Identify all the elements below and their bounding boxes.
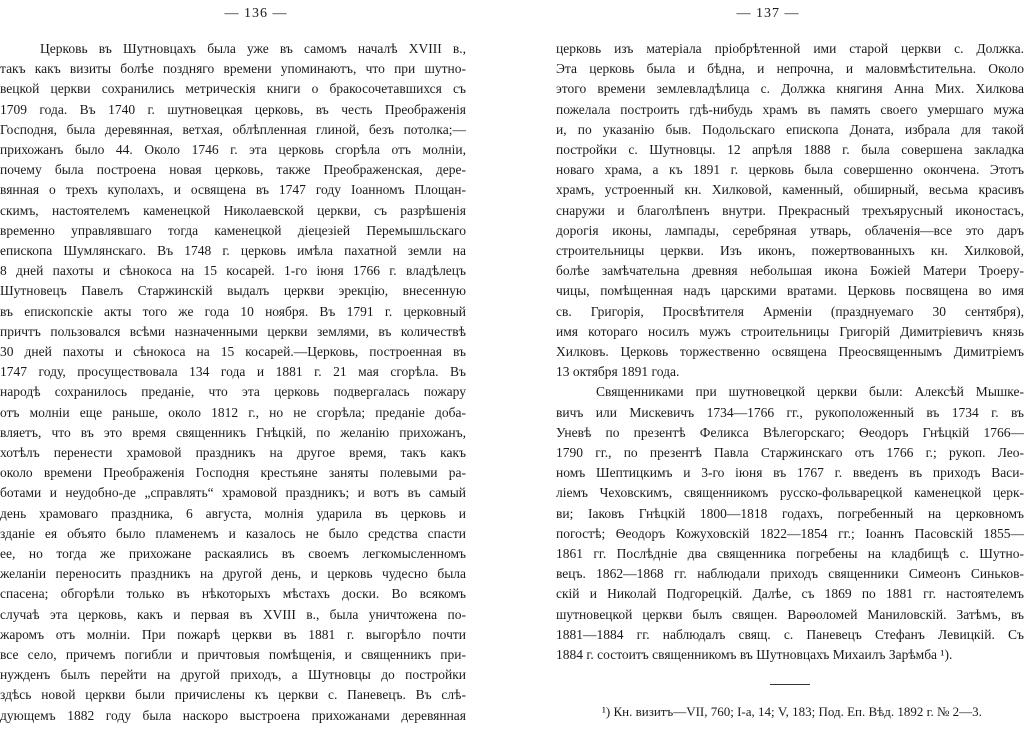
text-line: 1861 гг. Послѣдніе два священника погребены на кладбищѣ с. Шутно- <box>556 546 1024 561</box>
text-line: 1709 года. Въ 1740 г. шутновецкая церковь, въ честь Преображенія <box>0 101 466 117</box>
page-number-left: — 136 — <box>224 6 288 21</box>
text-line: скимъ, настоятелемъ каменецкой Николаевской церкви, съ разрѣшенія <box>0 202 466 218</box>
text-line: вянная о трехъ куполахъ, и освящена въ 1747 году Іоанномъ Площан- <box>0 182 466 198</box>
text-line: 8 дней пахоты и сѣнокоса на 15 косарей. 1-го іюня 1766 г. владѣлецъ <box>0 263 466 279</box>
text-line: все село, причемъ погибли и причтовыя помѣщенія, и священникъ при- <box>0 647 466 662</box>
footnote-separator <box>770 684 810 685</box>
text-line: зданіе ея объято было пламенемъ и казалось не было средства спасти <box>0 525 466 541</box>
text-line: здѣсь новой церкви были причислены къ церкви с. Паневецъ. Въ слѣ- <box>0 687 466 703</box>
text-line: 1790 гг., по презентѣ Павла Старжинскаго отъ 1766 г.; рукоп. Лео- <box>556 445 1024 460</box>
text-line: народѣ сохранилось преданіе, что эта церковь подвергалась пожару <box>0 384 466 400</box>
text-line: строительницы церкви. Изъ иконъ, пожертвованныхъ кн. Хилковой, <box>556 243 1024 258</box>
text-line: около времени Преображенія Господня крестьяне заняты полевыми ра- <box>0 465 466 481</box>
text-line: св. Григорія, Просвѣтителя Арменіи (празднуемаго 30 сентября), <box>556 303 1024 319</box>
text-line: новаго храма, а къ 1891 г. церковь была совершенно окончена. Этотъ <box>556 162 1024 178</box>
text-line: спасена; обгорѣли только въ нѣкоторыхъ мѣстахъ доски. Во всякомъ <box>0 586 466 602</box>
text-line: храмъ, устроенный кн. Хилковой, каменный, обширный, весьма красивъ <box>556 182 1024 198</box>
text-line: временно управлявшаго тогда каменецкой діецезіей Перемышльскаго <box>0 222 466 238</box>
text-line: ботами и неудобно-де „справлять“ храмовой праздникъ; и вотъ въ самый <box>0 485 466 501</box>
text-line: имя котораго носилъ мужъ строительницы Григорій Димитріевичъ князь <box>556 323 1024 339</box>
text-line: Церковь въ Шутновцахъ была уже въ самомъ началѣ XVIII в., <box>40 41 466 56</box>
text-line: случаѣ эта церковь, какъ и первая въ XVIII в., была уничтожена по- <box>0 606 466 622</box>
text-line: этого времени землевладѣлица с. Должка княгиня Анна Мих. Хилкова <box>556 81 1024 97</box>
text-line: постройки с. Шутновцы. 12 апрѣля 1888 г. была совершена закладка <box>556 142 1024 157</box>
text-line: болѣе замѣчательна древняя небольшая икона Божіей Матери Троеру- <box>556 263 1024 279</box>
text-line: ліемъ Чеховскимъ, священникомъ русско-фольварецкой каменецкой церк- <box>556 485 1024 501</box>
text-line: епископа Шумлянскаго. Въ 1748 г. церковь имѣла пахатной земли на <box>0 243 466 258</box>
text-line: ви; Іаковъ Гнѣцкій 1800—1818 годахъ, погребенный на церковномъ <box>556 505 1024 521</box>
text-line: въ епископскіе акты того же года 10 ноября. Въ 1791 г. церковный <box>0 303 466 319</box>
text-line: вецъ. 1862—1868 гг. наблюдали приходъ священники Симеонъ Синьков- <box>556 566 1024 582</box>
text-line: номъ Шептицкимъ и 3-го іюня въ 1767 г. введенъ въ приходъ Васи- <box>556 465 1024 481</box>
footnote: ¹) Кн. визитъ—VII, 760; I-а, 14; V, 183; Под. Еп. Вѣд. 1892 г. № 2—3. <box>602 704 982 719</box>
text-line: вичъ или Мискевичъ 1734—1766 гг., рукоположенный въ 1734 г. въ <box>556 404 1024 420</box>
text-line: снаружи и благолѣпенъ внутри. Прекрасный трехъярусный иконостасъ, <box>556 202 1024 218</box>
text-line: день храмоваго праздника, 6 августа, молнія ударила въ церковь и <box>0 505 466 521</box>
text-line: вляетъ, что въ это время священникъ Гнѣцкій, по желанію прихожанъ, <box>0 424 466 440</box>
text-line: шутновецкой церкви былъ священ. Варѳоломей Маниловскій. Затѣмъ, въ <box>556 606 1024 622</box>
text-line: 1884 г. состоитъ священникомъ въ Шутновцахъ Михаилъ Зарѣмба ¹). <box>556 647 953 662</box>
text-line: Хилковъ. Церковь торжественно освящена Преосвященнымъ Димитріемъ <box>556 344 1024 359</box>
text-line: Эта церковь была и бѣдна, и непрочна, и маловмѣстительна. Около <box>556 61 1024 77</box>
text-line: дующемъ 1882 году была наскоро выстроена прихожанами деревянная <box>0 707 466 723</box>
text-line: дорогія иконы, лампады, серебряная утварь, облаченія—все это даръ <box>556 222 1024 238</box>
text-line: причтъ пользовался всѣми назначенными церкви землями, въ количествѣ <box>0 323 466 339</box>
text-line: ее, но тогда же прихожане раскаялись въ своемъ легкомысленномъ <box>0 546 466 561</box>
text-line: пожелала построить гдѣ-нибудь храмъ въ память своего умершаго мужа <box>556 101 1024 117</box>
text-line: церковь изъ матеріала пріобрѣтенной ими старой церкви с. Должка. <box>556 41 1024 56</box>
text-line: Господня, была деревянная, ветхая, облѣпленная глиной, безъ потолка;— <box>0 121 466 137</box>
text-line: Уневѣ по презентѣ Феликса Вѣлегорскаго; Ѳеодоръ Гнѣцкій 1766— <box>556 424 1024 440</box>
text-line: желаніи переносить праздникъ на другой день, и церковь чудесно была <box>0 566 466 582</box>
text-line: прихожанъ было 44. Около 1746 г. эта церковь сгорѣла отъ молніи, <box>0 142 466 157</box>
text-line: нужденъ былъ перейти на другой приходъ, а Шутновцы до постройки <box>0 667 466 683</box>
page-number-right: — 137 — <box>736 6 800 21</box>
text-line: 30 дней пахоты и сѣнокоса на 15 косарей.—Церковь, построенная въ <box>0 344 466 359</box>
text-line: 1881—1884 гг. наблюдалъ свящ. с. Паневецъ Стефанъ Левицкій. Съ <box>556 626 1024 642</box>
text-line: почему была построена новая церковь, также Преображенская, дере- <box>0 162 466 178</box>
text-line: скій и Николай Подгорецкій. Далѣе, съ 1869 по 1881 гг. настоятелемъ <box>556 586 1024 602</box>
right-page <box>512 0 1024 738</box>
text-line: вецкой церкви сохранились метрическія книги о бракосочетавшихся съ <box>0 81 466 97</box>
text-line: чицы, помѣщенная надъ царскими вратами. Церковь посвящена во имя <box>556 283 1024 299</box>
text-line: отъ молніи еще раньше, около 1812 г., но не сгорѣла; преданіе доба- <box>0 404 466 420</box>
text-line: 1747 году, просуществовала 134 года и 1881 г. 21 мая сгорѣла. Въ <box>0 364 466 380</box>
text-line: хотѣлъ перенести храмовой праздникъ на другое время, такъ какъ <box>0 445 466 460</box>
text-line: такъ какъ визиты болѣе поздняго времени упоминаютъ, что при шутно- <box>0 61 466 77</box>
text-line: погостѣ; Ѳеодоръ Кожуховскій 1822—1854 гг.; Іоаннъ Пасовскій 1855— <box>556 525 1024 541</box>
text-line: жаромъ отъ молніи. При пожарѣ церкви въ 1881 г. выгорѣло почти <box>0 626 466 642</box>
text-line: и, по указанію быв. Подольскаго епископа Доната, избрала для такой <box>556 121 1024 137</box>
text-line: Священниками при шутновецкой церкви были: Алексѣй Мышке- <box>596 384 1024 400</box>
text-line: Шутновецъ Павелъ Старжинскій выдалъ церкви эрекцію, внесенную <box>0 283 466 299</box>
text-line: 13 октября 1891 года. <box>556 364 680 380</box>
